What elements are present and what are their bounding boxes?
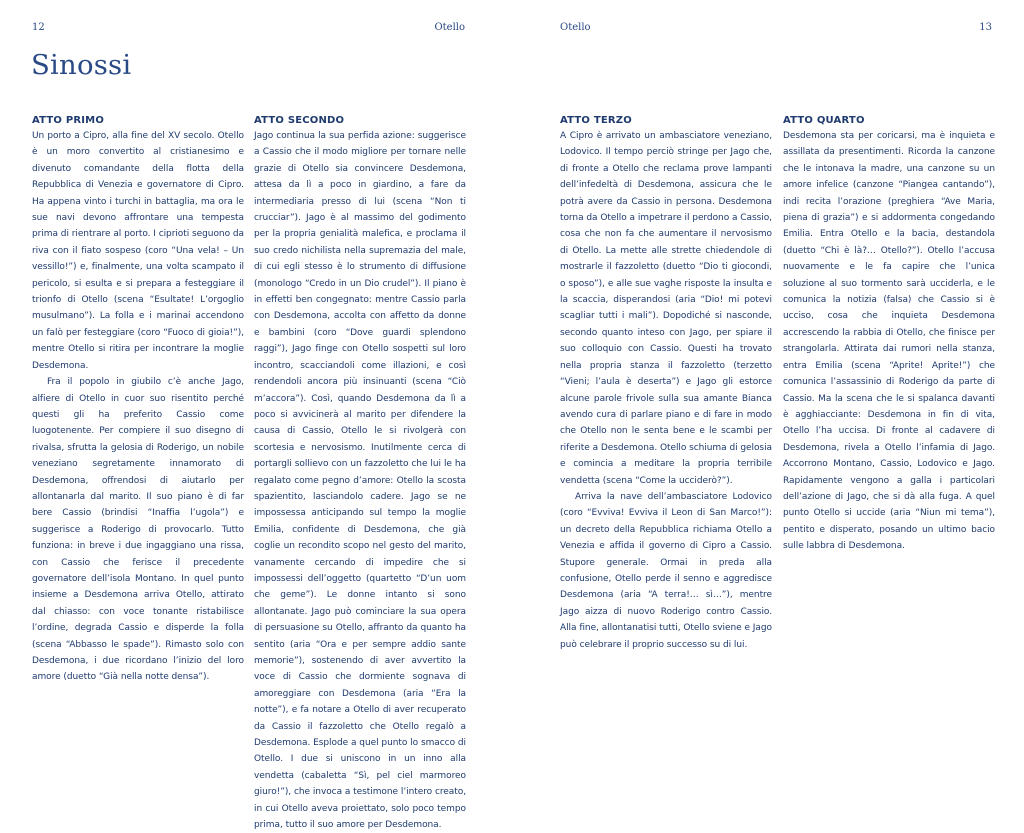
act-four-paragraph-1: Desdemona sta per coricarsi, ma è inquieta e assillata da presentimenti. Ricorda la canzone che le intonava la madre, una canzone su un amore infelice (canzone “Piangea cantando”), indi recita l’orazione (preghiera “Ave Maria, piena di grazia”) e si addormenta congedando Emilia. Entra Otello e la bacia, destandola (duetto “Chi è là?… Otello?”). Otello l’accusa nuovamente e le fa capire che l’unica soluzione al suo tormento sarà ucciderla, e le comunica la notizia (falsa) che Cassio si è ucciso, cosa che inquieta Desdemona accrescendo la rabbia di Otello, che finisce per strangolarla. Attirata dai rumori nella stanza, entra Emilia (scena “Aprite! Aprite!”) che comunica l’assassinio di Roderigo da parte di Cassio. Ma la scena che le si spalanca davanti è agghiacciante: Desdemona in fin di vita, Otello l’ha uccisa. Di fronte al cadavere di Desdemona, rivela a Otello l’infamia di Jago. Accorrono Montano, Cassio, Lodovico e Jago. Rapidamente vengono a galla i particolari dell’azione di Jago, che si dà alla fuga. A quel punto Otello si uccide (aria “Niun mi tema”), pentito e disperato, posando un ultimo bacio sulle labbra di Desdemona. bbox=[783, 131, 995, 552]
act-two-column bbox=[254, 113, 466, 833]
running-title-right: Otello bbox=[560, 22, 591, 33]
page-number-left: 12 bbox=[32, 22, 45, 33]
act-two-title: ATTO SECONDO bbox=[254, 115, 345, 126]
act-one-column bbox=[32, 113, 244, 686]
page-number-right: 13 bbox=[979, 22, 992, 33]
act-three-column bbox=[560, 113, 772, 653]
act-one-paragraph-1: Un porto a Cipro, alla fine del XV secolo. Otello è un moro convertito al cristianesimo e divenuto comandante della flotta della Repubblica di Venezia e governatore di Cipro. Ha appena vinto i turchi in battaglia, ma ora le sue navi devono affrontare una tempesta prima di rientrare al porto. I ciprioti seguono da riva con il fiato sospeso (coro “Una vela! – Un vessillo!”) e, finalmente, una volta scampato il pericolo, si esulta e si prepara a festeggiare il trionfo di Otello (scena “Esultate! L’orgoglio musulmano”). La folla e i marinai accendono un falò per festeggiare (coro “Fuoco di gioia!”), mentre Otello si ritira per incontrare la moglie Desdemona. bbox=[32, 131, 244, 371]
running-title-left: Otello bbox=[434, 22, 465, 33]
act-two-paragraph-1: Jago continua la sua perfida azione: suggerisce a Cassio che il modo migliore per tornare nelle grazie di Otello sia convincere Desdemona, attesa da lì a poco in giardino, a fare da intermediaria presso di lui (scena “Non ti crucciar”). Jago è al massimo del godimento per la propria genialità malefica, e proclama il suo credo nichilista nella supremazia del male, di cui egli stesso è lo strumento di diffusione (monologo “Credo in un Dio crudel”). Il piano è in effetti ben congegnato: mentre Cassio parla con Desdemona, accolta con affetto da donne e bambini (coro “Dove guardi splendono raggi”), Jago finge con Otello sospetti sul loro incontro, scacciandoli come illazioni, e così rendendoli ancora più insinuanti (scena “Ciò m’accora”). Così, quando Desdemona da lì a poco si avvicinerà al marito per difendere la causa di Cassio, Otello le si rivolgerà con scortesia e nervosismo. Inutilmente cerca di portargli sollievo con un fazzoletto che lui le ha regalato come pegno d’amore: Otello la scosta spazientito, lasciandolo cadere. Jago se ne impossessa anticipando sul tempo la moglie Emilia, confidente di Desdemona, che già coglie un recondito scopo nel gesto del marito, vanamente cercando di impedire che si impossessi dell’oggetto (quartetto “D’un uom che geme”). Le donne intanto si sono allontanate. Jago può cominciare la sua opera di persuasione su Otello, affranto da quanto ha sentito (aria “Ora e per sempre addio sante memorie”), sostenendo di aver avvertito la voce di Cassio che dormiente sognava di amoreggiare con Desdemona (aria “Era la notte”), e fa notare a Otello di aver recuperato da Cassio il fazzoletto che Otello regalò a Desdemona. Esplode a quel punto lo smacco di Otello. I due si uniscono in un inno alla vendetta (cabaletta “Sì, pel ciel marmoreo giuro!”), che invoca a testimone l’intero creato, in cui Otello aveva proiettato, solo poco tempo prima, tutto il suo amore per Desdemona. bbox=[254, 131, 466, 831]
act-four-column bbox=[783, 113, 995, 555]
left-page bbox=[0, 0, 512, 831]
section-heading: Sinossi bbox=[31, 49, 132, 81]
act-four-title: ATTO QUARTO bbox=[783, 115, 865, 126]
act-three-paragraph-2: Arriva la nave dell’ambasciatore Lodovico (coro “Evviva! Evviva il Leon di San Marco!”): un decreto della Repubblica richiama Otello a Venezia e affida il governo di Cipro a Cassio. Stupore generale. Ormai in preda alla confusione, Otello perde il senno e aggredisce Desdemona (aria “A terra!… sì…”), mentre Jago aizza di nuovo Roderigo contro Cassio. Alla fine, allontanatisi tutti, Otello sviene e Jago può celebrare il proprio successo su di lui. bbox=[560, 491, 772, 650]
act-three-paragraph-1: A Cipro è arrivato un ambasciatore veneziano, Lodovico. Il tempo perciò stringe per Jago che, di fronte a Otello che reclama prove lampanti dell’infedeltà di Desdemona, assicura che le potrà avere da Cassio in persona. Desdemona torna da Otello a impetrare il perdono a Cassio, cosa che non fa che aumentare il nervosismo di Otello. La mette alle strette chiedendole di mostrarle il fazzoletto (duetto “Dio ti giocondi, o sposo”), e alle sue vaghe risposte la insulta e la scaccia, disperandosi (aria “Dio! mi potevi scagliar tutti i mali”). Dopodiché si nasconde, secondo quanto inteso con Jago, per spiare il suo colloquio con Cassio. Questi ha trovato nella propria stanza il fazzoletto (terzetto “Vieni; l’aula è deserta”) e Jago gli estorce alcune parole frivole sulla sua amante Bianca avendo cura di parlare piano e di fare in modo che Otello non le senta bene e le scambi per riferite a Desdemona. Otello schiuma di gelosia e comincia a meditare la propria terribile vendetta (scena “Come la ucciderò?”). bbox=[560, 131, 772, 486]
act-three-title: ATTO TERZO bbox=[560, 115, 632, 126]
act-one-title: ATTO PRIMO bbox=[32, 115, 105, 126]
right-page bbox=[512, 0, 1024, 768]
act-one-paragraph-2: Fra il popolo in giubilo c’è anche Jago, alfiere di Otello in cuor suo risentito perché questi gli ha preferito Cassio come luogotenente. Per compiere il suo disegno di rivalsa, sfrutta la gelosia di Roderigo, un nobile veneziano segretamente innamorato di Desdemona, offrendosi di aiutarlo per allontanarla dal marito. Il suo piano è di far bere Cassio (brindisi “Inaffia l’ugola”) e suggerisce a Roderigo di provocarlo. Tutto funziona: in breve i due ingaggiano una rissa, con Cassio che ferisce il precedente governatore dell’isola Montano. In quel punto insieme a Desdemona arriva Otello, attirato dal chiasso: con voce tonante ristabilisce l’ordine, degrada Cassio e disperde la folla (scena “Abbasso le spade”). Rimasto solo con Desdemona, i due ricordano l’inizio del loro amore (duetto “Già nella notte densa”). bbox=[32, 377, 244, 683]
